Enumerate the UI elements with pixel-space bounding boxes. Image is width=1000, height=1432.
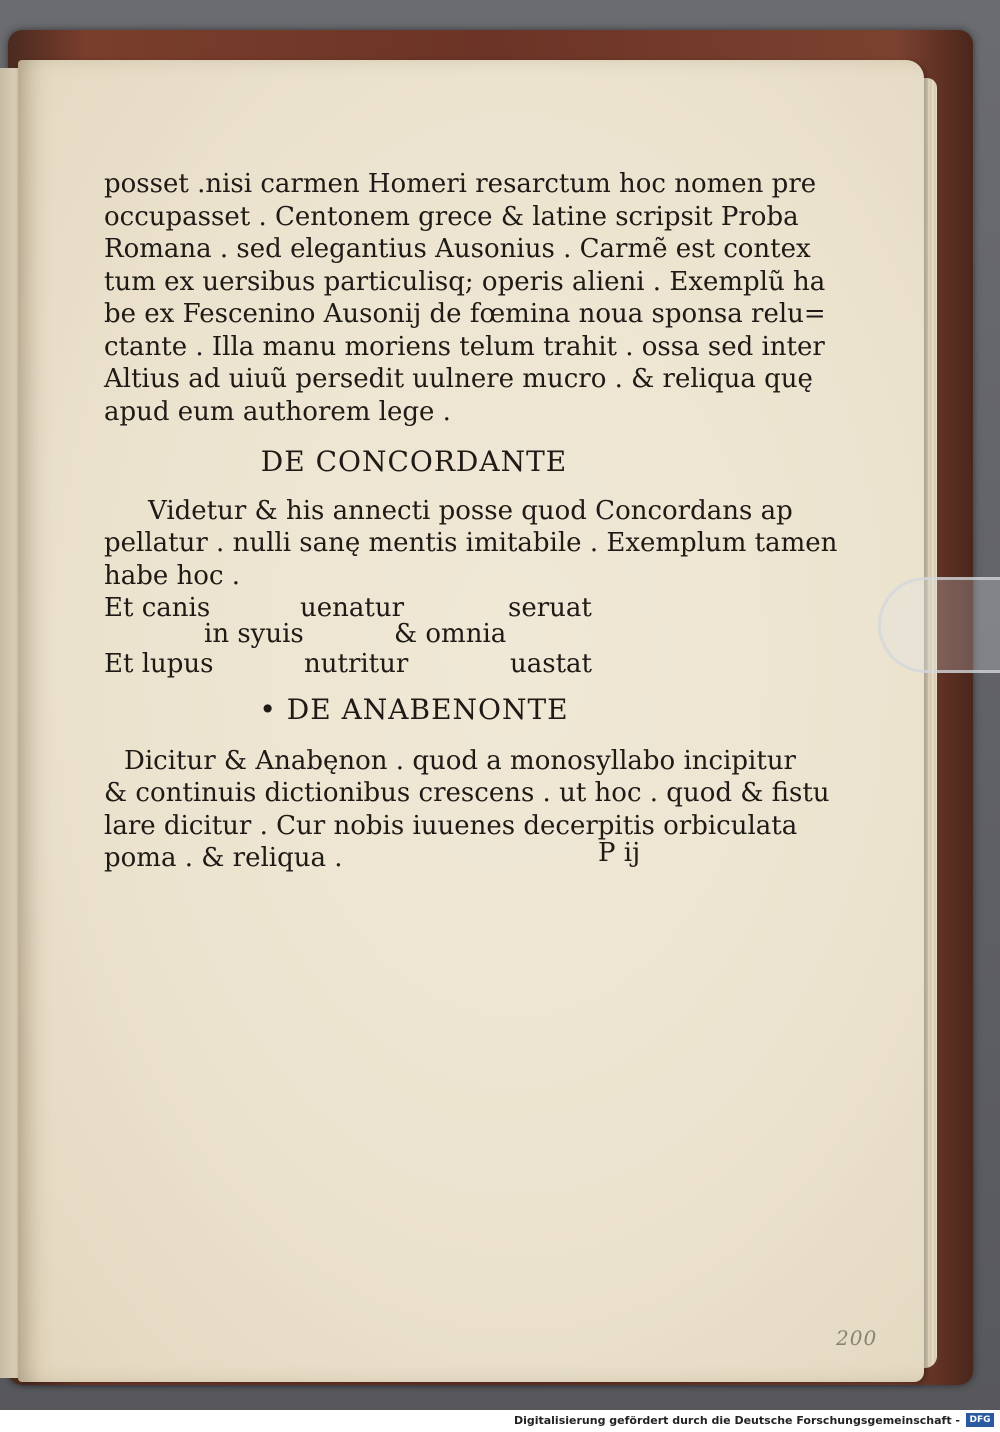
- text-line: posset .nisi carmen Homeri resarctum hoc nomen pre: [104, 169, 817, 199]
- text-line: Videtur & his annecti posse quod Concordans ap: [148, 495, 793, 526]
- verse-word: seruat: [508, 593, 592, 623]
- signature-mark: P ij: [598, 838, 641, 868]
- paragraph-cento: [104, 168, 826, 428]
- verse-word: uastat: [510, 649, 592, 679]
- text-line: tum ex uersibus particulisq; operis alieni . Exemplũ ha: [104, 266, 826, 297]
- page-text: [104, 168, 838, 875]
- text-line: Romana . sed elegantius Ausonius . Carmẽ est contex: [104, 234, 811, 264]
- heading-concordante: DE CONCORDANTE: [260, 445, 568, 478]
- verse-word: uenatur: [300, 593, 404, 623]
- text-line: occupasset . Centonem grece & latine scripsit Proba: [104, 201, 799, 232]
- text-line: habe hoc .: [104, 560, 241, 591]
- text-line: pellatur . nulli sanę mentis imitabile . Exemplum tamen: [104, 528, 838, 558]
- text-line: ctante . Illa manu moriens telum trahit . ossa sed inter: [104, 331, 825, 362]
- verse-word: Et canis: [104, 593, 211, 623]
- text-line: Altius ad uiuũ persedit uulnere mucro . & reliqua quę: [104, 364, 813, 394]
- verse-word: nutritur: [304, 649, 409, 679]
- text-line: apud eum authorem lege .: [104, 396, 451, 427]
- credit-bar: [0, 1410, 1000, 1432]
- page-clip: [878, 577, 1000, 673]
- text-line: poma . & reliqua .: [104, 843, 343, 873]
- verse-word: Et lupus: [104, 649, 214, 679]
- paragraph-concordans: [104, 495, 838, 593]
- verse-word: in syuis: [204, 619, 304, 649]
- text-line: Dicitur & Anabęnon . quod a monosyllabo incipitur: [124, 745, 796, 776]
- dfg-logo: DFG: [966, 1413, 994, 1427]
- heading-anabenonte: • DE ANABENONTE: [259, 693, 569, 726]
- verse-example: [104, 592, 724, 728]
- pencil-note: 200: [836, 1326, 878, 1350]
- credit-text: Digitalisierung gefördert durch die Deutsche Forschungsgemeinschaft -: [513, 1414, 960, 1427]
- text-line: be ex Fescenino Ausonij de fœmina noua sponsa relu=: [104, 299, 826, 329]
- text-line: & continuis dictionibus crescens . ut hoc . quod & fistu: [104, 778, 830, 808]
- text-line: lare dicitur . Cur nobis iuuenes decerpitis orbiculata: [104, 810, 798, 841]
- verse-word: & omnia: [394, 619, 507, 649]
